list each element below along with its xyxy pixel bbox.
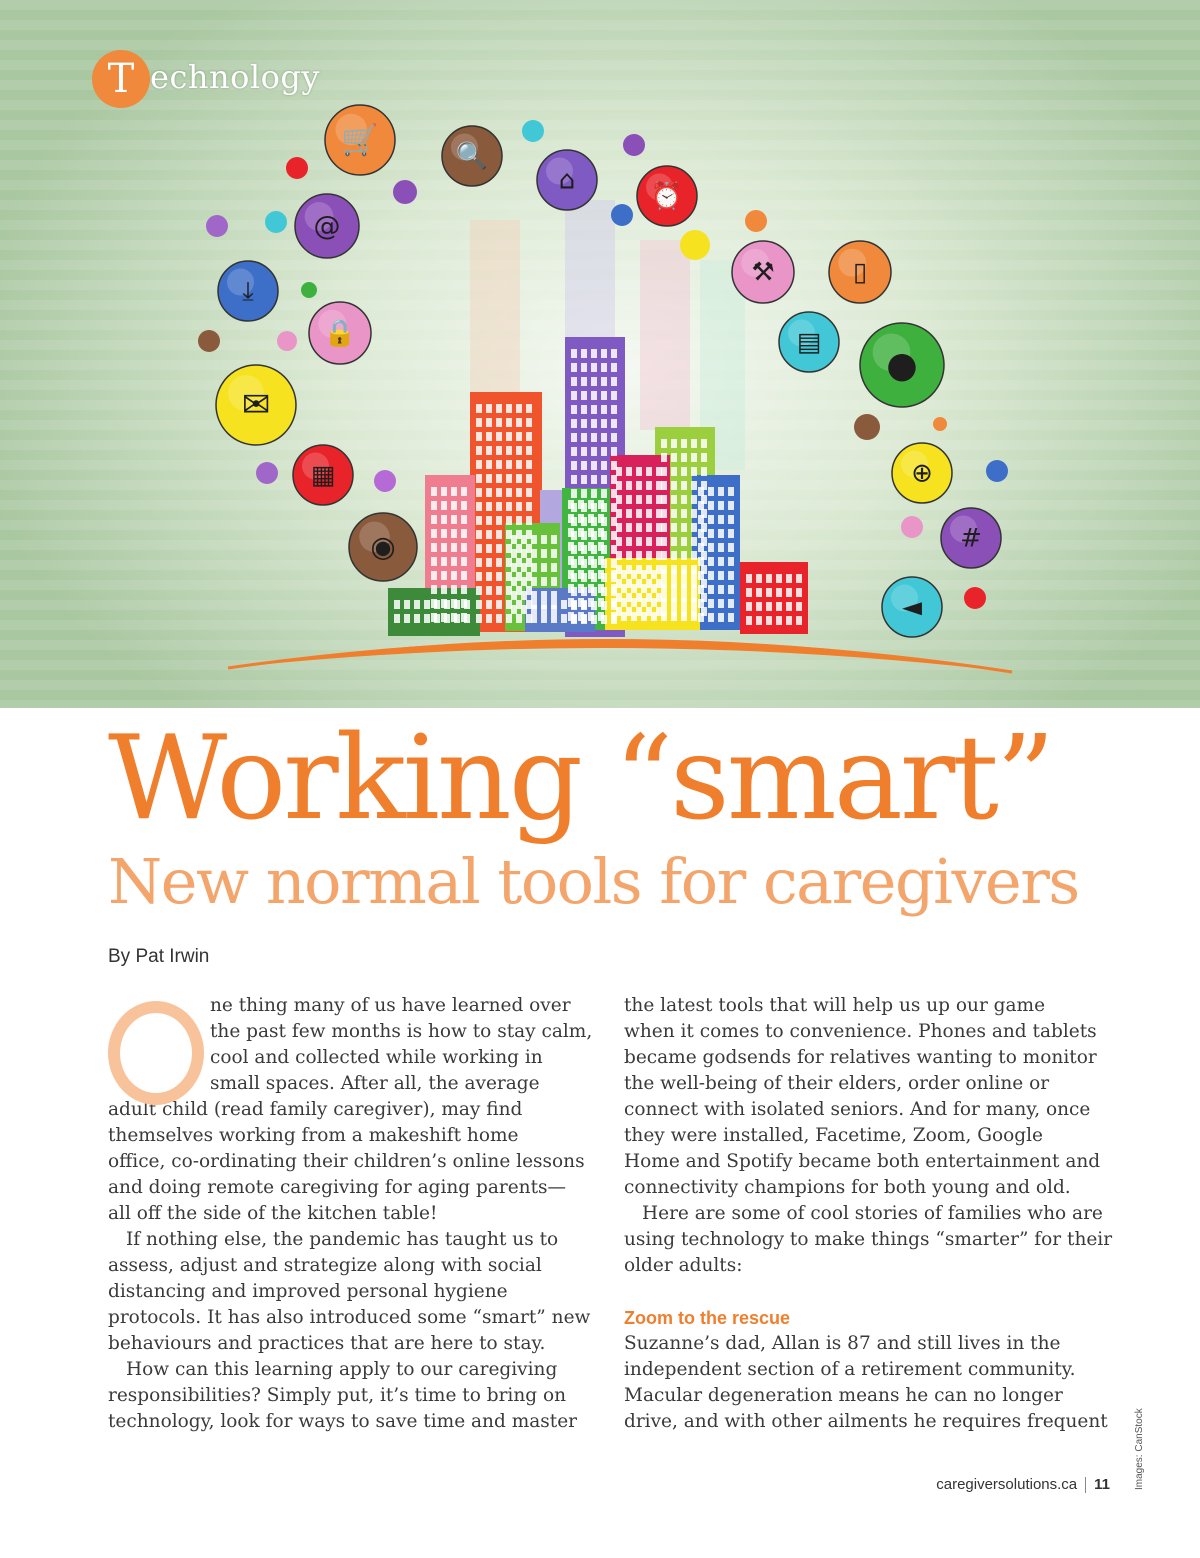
clapperboard-icon [779,312,839,372]
drop-cap-ring [108,1001,204,1105]
drop-cap-letter [108,993,109,994]
magnifier-icon [442,126,502,186]
home-icon [537,150,597,210]
calendar-icon [941,508,1001,568]
page-number: 11 [1094,1476,1110,1493]
page-footer [936,1476,1110,1493]
text-line: older adults: [624,1255,743,1276]
section-letter-badge: T [92,50,150,108]
text-line: behaviours and practices that are here to stay. [108,1333,546,1354]
image-credit: Images: CanStock [1134,1408,1145,1490]
svg-text:🔍: 🔍 [455,141,489,172]
envelope-icon [216,365,296,445]
svg-text:✉: ✉ [241,385,271,426]
document-icon [829,241,891,303]
speaker-icon [882,577,942,637]
text-line: Macular degeneration means he can no longer [624,1385,1063,1406]
paragraph [624,1331,1108,1435]
text-line: using technology to make things “smarter” for their [624,1229,1113,1250]
hero-illustration [0,0,1200,708]
body-column-right [624,993,1113,1435]
svg-text:●: ● [886,344,918,386]
at-sign-icon [295,194,359,258]
svg-text:⤓: ⤓ [242,276,254,307]
paragraph [624,1201,1113,1279]
svg-text:▯: ▯ [852,257,868,288]
text-line: technology, look for ways to save time and master [108,1411,577,1432]
svg-text:⌂: ⌂ [558,165,576,196]
text-line: all off the side of the kitchen table! [108,1203,438,1224]
paragraph [108,1357,578,1435]
text-line: when it comes to convenience. Phones and tablets [624,1021,1097,1042]
svg-text:▦: ▦ [310,460,336,491]
text-line: they were installed, Facetime, Zoom, Google [624,1125,1043,1146]
section-subhead: Zoom to the rescue [624,1308,791,1328]
text-line: How can this learning apply to our caregiving [126,1359,558,1380]
text-line: office, co-ordinating their children’s online lessons [108,1151,585,1172]
shopping-cart-icon [325,105,395,175]
tools-icon [732,241,794,303]
text-line: became godsends for relatives wanting to monitor [624,1047,1097,1068]
text-line: drive, and with other ailments he requires frequent [624,1411,1108,1432]
padlock-icon [309,302,371,364]
text-line: connect with isolated seniors. And for many, once [624,1099,1091,1120]
paragraph [108,1227,591,1357]
text-line: cool and collected while working in [210,1047,543,1068]
svg-text:◉: ◉ [370,529,396,564]
opening-paragraph-continued [108,1097,585,1227]
text-line: and doing remote caregiving for aging parents— [108,1177,567,1198]
body-column-left [108,993,593,1435]
svg-text:⏰: ⏰ [650,181,684,212]
section-name: echnology [150,58,320,96]
user-icon [860,323,944,407]
text-line: Suzanne’s dad, Allan is 87 and still lives in the [624,1333,1061,1354]
section-label [92,50,352,108]
text-line: protocols. It has also introduced some “smart” new [108,1307,591,1328]
text-line: the past few months is how to stay calm, [210,1021,593,1042]
camera-icon [349,513,417,581]
text-line: responsibilities? Simply put, it’s time to bring on [108,1385,567,1406]
alarm-clock-icon [637,166,697,226]
text-line: connectivity champions for both young and old. [624,1177,1071,1198]
text-line: assess, adjust and strategize along with social [108,1255,542,1276]
footer-divider [1085,1477,1086,1493]
text-line: Home and Spotify became both entertainment and [624,1151,1101,1172]
globe-icon [892,443,952,503]
svg-text:🛒: 🛒 [341,122,379,158]
opening-paragraph [108,993,593,1097]
text-line: small spaces. After all, the average [210,1073,540,1094]
text-line: Here are some of cool stories of families who are [642,1203,1103,1224]
download-icon [218,261,278,321]
svg-text:▤: ▤ [796,327,822,358]
text-line: ne thing many of us have learned over [210,995,571,1016]
text-line: the well-being of their elders, order online or [624,1073,1050,1094]
text-line: themselves working from a makeshift home [108,1125,519,1146]
paragraph [624,993,1101,1201]
byline: By Pat Irwin [108,946,210,967]
calculator-icon [293,445,353,505]
text-line: adult child (read family caregiver), may find [108,1099,523,1120]
svg-text:◄: ◄ [902,592,922,623]
svg-text:@: @ [313,210,341,242]
svg-text:⚒: ⚒ [751,257,775,288]
text-line: the latest tools that will help us up our game [624,995,1046,1016]
article-headline: Working “smart” [108,711,1053,846]
text-line: independent section of a retirement community. [624,1359,1076,1380]
svg-text:⊕: ⊕ [911,458,933,489]
svg-text:#: # [960,523,982,554]
text-line: If nothing else, the pandemic has taught us to [126,1229,559,1250]
article-subheadline: New normal tools for caregivers [108,845,1079,918]
website-url: caregiversolutions.ca [936,1476,1078,1493]
svg-text:🔒: 🔒 [323,318,357,349]
text-line: distancing and improved personal hygiene [108,1281,508,1302]
